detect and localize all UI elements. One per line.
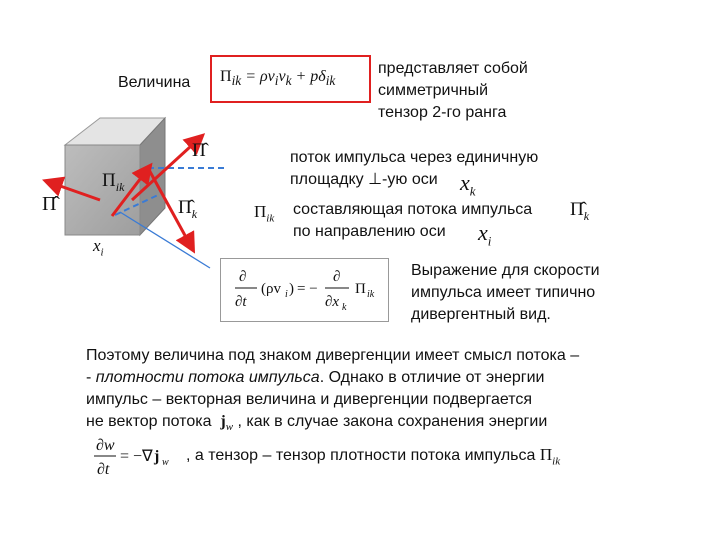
top-desc-line: симметричный — [378, 82, 489, 99]
para-rest: . Однако в отличие от энергии — [319, 369, 545, 386]
flux-desc-line: площадку ⊥-ую оси — [290, 171, 438, 188]
svg-text:ik: ik — [367, 289, 375, 300]
svg-text:∂w: ∂w — [96, 437, 115, 454]
svg-text:∂t: ∂t — [97, 461, 110, 478]
svg-text:j: j — [154, 448, 160, 465]
top-desc — [378, 58, 528, 124]
svg-text:∂x: ∂x — [325, 294, 340, 310]
svg-text:∂: ∂ — [333, 269, 341, 285]
div-desc-line: Выражение для скорости — [411, 262, 600, 279]
div-formula — [221, 259, 388, 321]
para-line-1: Поэтому величина под знаком дивергенции имеет смысл потока – — [86, 347, 580, 364]
svg-text:k: k — [342, 302, 347, 313]
svg-text:): ) — [289, 281, 294, 297]
para-line-2 — [86, 367, 706, 389]
top-desc-line: тензор 2-го ранга — [378, 104, 507, 121]
paragraph — [86, 345, 706, 438]
component-desc-line: составляющая потока импульса — [293, 201, 533, 218]
component-vec: $\Pî_k$ — [570, 199, 590, 223]
div-desc — [411, 260, 600, 326]
velichina-label: Величина — [118, 74, 191, 91]
svg-text:w: w — [162, 457, 169, 468]
svg-text:Π: Π — [355, 281, 366, 297]
label-x-i: $x_i$ — [93, 236, 104, 259]
svg-text:i: i — [285, 289, 288, 300]
top-formula: $\Pi_{ik} = \rho v_iv_k + p\delta_{ik}$ — [220, 68, 336, 89]
component-desc — [293, 199, 532, 243]
last-line-text: , а тензор – тензор плотности потока импульса — [186, 447, 536, 464]
component-axis-xi: $x_i$ — [478, 220, 492, 249]
para-line4-a: не вектор потока — [86, 413, 212, 430]
para-italic: плотности потока импульса — [95, 369, 320, 386]
svg-text:∂t: ∂t — [235, 294, 247, 310]
last-line — [186, 444, 560, 472]
div-formula-box — [220, 258, 389, 322]
flux-axis-xk: $x_k$ — [460, 170, 476, 199]
para-line4-b: , как в случае закона сохранения энергии — [237, 413, 548, 430]
label-pi-hat-k-top: Π̂ — [192, 140, 206, 161]
svg-text:= −: = − — [297, 281, 318, 297]
svg-text:∂: ∂ — [239, 269, 247, 285]
div-desc-line: импульса имеет типично — [411, 284, 596, 301]
para-line-4: не вектор потока $j_w$ , как в случае закона сохранения энергии — [86, 413, 548, 434]
flux-desc-line: поток импульса через единичную — [290, 149, 539, 166]
component-symbol: $\Pi_{ik}$ — [254, 202, 275, 225]
div-desc-line: дивергентный вид. — [411, 306, 551, 323]
para-dash: - — [86, 369, 96, 386]
para-line-3: импульс – векторная величина и дивергенции подвергается — [86, 391, 533, 408]
j-w-symbol: j — [220, 413, 226, 430]
label-pi-hat-k-right: $\Pî_k$ — [178, 197, 198, 221]
top-formula-box — [210, 55, 371, 103]
label-pi-ik: $\Pi_{ik}$ — [102, 170, 125, 194]
flux-desc — [290, 147, 538, 191]
last-pi-ik: $\Pi_{ik}$ — [539, 445, 561, 468]
svg-text:= −∇: = −∇ — [120, 448, 153, 465]
component-desc-line: по направлению оси — [293, 223, 446, 240]
svg-text:(ρv: (ρv — [261, 281, 281, 297]
top-desc-line: представляет собой — [378, 60, 528, 77]
label-pi-hat-left: Π̂ — [42, 193, 57, 215]
